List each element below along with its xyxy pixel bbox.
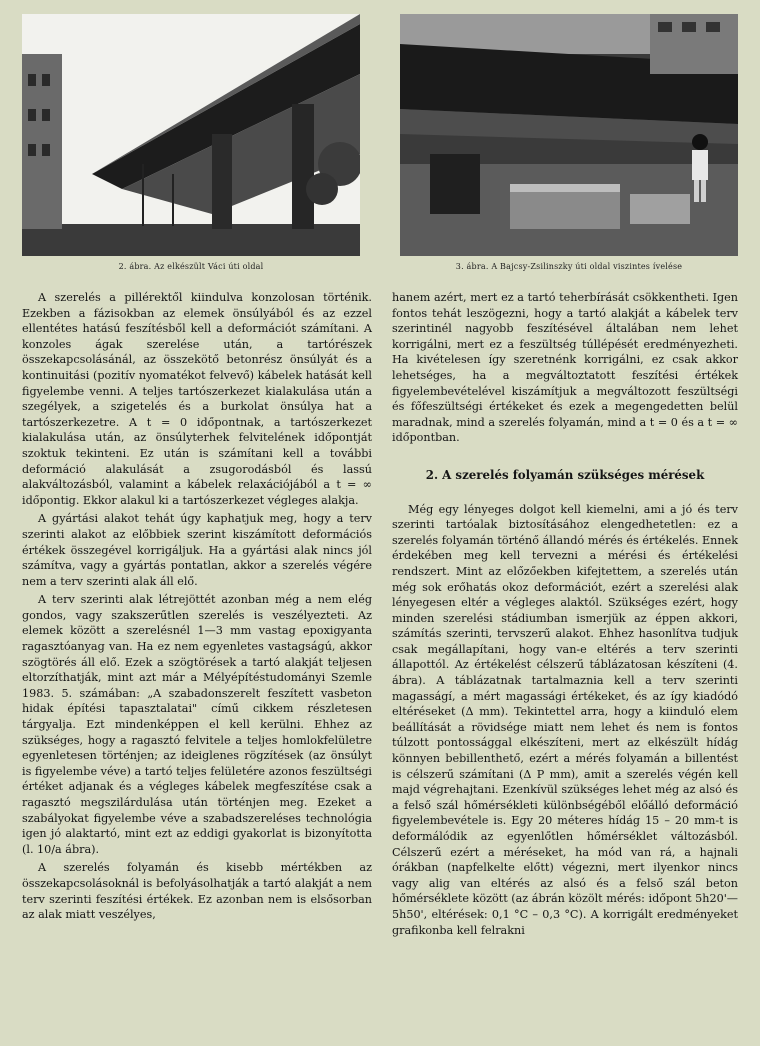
figure-2-caption: 2. ábra. Az elkészült Váci úti oldal xyxy=(118,262,264,271)
right-paragraph-continued: hanem azért, mert ez a tartó teherbírását csökkentheti. Igen fontos tehát leszögezni, hogy a tartó alakját a kábelek terv szerintinél nagyobb feszítésével általában nem lehet korrigálni, mert ez a feszültség túllépését eredményezheti. Ha kivételesen így szeretnénk korrigálni, ez csak akkor lehetséges, ha a megváltoztatott feszítési értékek figyelembevételével kiszámítjuk a megváltozott feszültségi és főfeszültségi értékeket és ezek a megengedetten belül maradnak, mind a szerelés folyamán, mind a t = 0 és a t = ∞ időpontban. xyxy=(392,291,738,445)
right-paragraph-1: Még egy lényeges dolgot kell kiemelni, ami a jó és terv szerinti tartóalak biztosításához elengedhetetlen: ez a szerelés folyamán történő állandó mérés és értékelés. Ennek érdekében meg kell tervezni a mérési és értékelési rendszert. Mint az előzőekben kifejtettem, a szerelés után még sok erőhatás okoz deformációt, ezért a szerelési alak lényegesen eltér a végleges alaktól. Szükséges ezért, hogy minden szerelési stádiumban ismerjük az éppen akkori, számítás szerinti, tervszerű alakot. Ehhez hasonlítva tudjuk csak megállapítani, hogy van-e eltérés a terv szerinti állapottól. Az értékelést célszerű táblázatosan készíteni (4. ábra). A táblázatnak tartalmaznia kell a terv szerinti magasságí, a mért magassági értékeket, és az így kiadódó eltéréseket (Δ mm). Tekintettel arra, hogy a kiinduló elem beállítását a rövidsége miatt nem lehet és nem is fontos túlzott pontossággal elkészíteni, mert az elkészült hídág könnyen bebillenthető, ezért a mérés folyamán a billentést is célszerű számítani (Δ P mm), amit a szerelés végén kell majd végrehajtani. Ezenkívül szükséges lehet még az alsó és a felső szál hőmérsékleti különbségéből előálló deformáció figyelembevétele is. Egy 20 méteres hídág 15 – 20 mm-t is deformálódik az egyenlőtlen hőmérséklet változásból. Célszerű ezért a méréseket, ha mód van rá, a hajnali órákban (napfelkelte előtt) végezni, mert ilyenkor nincs vagy alig van eltérés az alsó és a felső szál beton hőmérséklete között (az ábrán közölt mérés: időpont 5h20'—5h50', eltérések: 0,1 °C – 0,3 °C). A korrigált eredményeket grafikonba kell felrakni xyxy=(392,502,738,937)
right-column xyxy=(392,290,738,941)
figure-3-caption: 3. ábra. A Bajcsy-Zsilinszky úti oldal viszintes ívelése xyxy=(455,262,683,271)
left-column xyxy=(22,290,372,926)
section-heading: 2. A szerelés folyamán szükséges mérések xyxy=(425,467,705,482)
figure-3-photo xyxy=(400,14,738,256)
left-paragraph-1: A szerelés a pillérektől kiindulva konzolosan történik. Ezekben a fázisokban az elemek önsúlyából és az ezzel ellentétes hatású feszítésből kell a deformációt számítani. A konzoles ágak szerelése után, a tartórészek összekapcsolásánál, az összekötő betonrész önsúlyát és a kontinuitási (pozitív nyomatékot felvevő) kábelek hatását kell figyelembe venni. A teljes tartószerkezet kialakulása után a szegélyek, a szigetelés és a burkolat önsúlya hat a tartószerkezetre. A t = 0 időpontnak, a tartószerkezet kialakulása után, az önsúlyterhek felvitelének időpontját szoktuk tekinteni. Ez után is számítani kell a további deformáció alakulását a zsugorodásból és lassú alakváltozásból, valamint a kábelek relaxációjából a t = ∞ időpontig. Ekkor alakul ki a tartószerkezet végleges alakja. xyxy=(22,291,372,507)
figure-2-photo xyxy=(22,14,360,256)
left-paragraph-3: A terv szerinti alak létrejöttét azonban még a nem elég gondos, vagy szakszerűtlen szerelés is veszélyezteti. Az elemek között a szerelésnél 1—3 mm vastag epoxigyanta ragasztóanyag van. Ha ez nem egyenletes vastagságú, akkor szögtörés áll elő. Ezek a szögtörések a tartó alakját teljesen eltorzíthatják, mint azt már a Mélyépítéstudományi Szemle 1983. 5. számában: „A szabadonszerelt feszített vasbeton hidak építési tapasztalatai" című cikkem részletesen tárgyalja. Ezt mindenképpen el kell kerülni. Ehhez az szükséges, hogy a ragasztó felvitele a teljes homlokfelületre egyenletesen történjen; az ideiglenes rögzítések (az önsúlyt is figyelembe véve) a tartó teljes felületére azonos feszültségi értéket adjanak és a végleges kábelek megfeszítése csak a ragasztó megszilárdulása után történjen meg. Ezeket a szabályokat figyelembe véve a szabadszereléses technológia igen jó alaktartó, mint ezt az eddigi gyakorlat is bizonyította (l. 10/a ábra). xyxy=(22,593,372,856)
left-paragraph-2: A gyártási alakot tehát úgy kaphatjuk meg, hogy a terv szerinti alakot az előbbiek szerint kiszámított deformációs értékek összegével korrigáljuk. Ha a gyártási alak nincs jól számítva, vagy a gyártás pontatlan, akkor a szerelés végére nem a terv szerinti alak áll elő. xyxy=(22,512,372,588)
left-paragraph-4: A szerelés folyamán és kisebb mértékben az összekapcsolásoknál is befolyásolhatják a tartó alakját a nem terv szerinti feszítési értékek. Ez azonban nem is elsősorban az alak miatt veszélyes, xyxy=(22,861,372,922)
